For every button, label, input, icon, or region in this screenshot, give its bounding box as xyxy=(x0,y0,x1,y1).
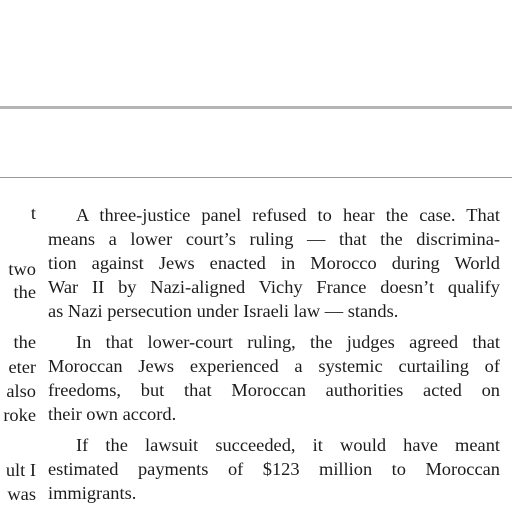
section-divider xyxy=(0,177,512,178)
adjacent-column-fragment: also xyxy=(6,381,36,401)
article-line: In that lower-court ruling, the judges agreed that xyxy=(76,332,500,352)
adjacent-column-fragment: t xyxy=(30,203,36,223)
adjacent-column-fragment: eter xyxy=(8,357,36,377)
header-divider xyxy=(0,106,512,109)
article-line: If the lawsuit succeeded, it would have meant xyxy=(76,435,500,455)
article-line: estimated payments of $123 million to Moroccan xyxy=(48,459,500,479)
article-line: their own accord. xyxy=(48,404,177,424)
article-line: tion against Jews enacted in Morocco during World xyxy=(48,253,500,273)
adjacent-column-fragment: two xyxy=(8,259,36,279)
article-line: A three-justice panel refused to hear the case. That xyxy=(76,205,500,225)
article-line: immigrants. xyxy=(48,483,137,503)
article-line: War II by Nazi-aligned Vichy France doesn’t qualify xyxy=(48,277,500,297)
article-line: Moroccan Jews experienced a systemic curtailing of xyxy=(48,356,500,376)
adjacent-column-fragment: was xyxy=(7,484,36,504)
article-line: as Nazi persecution under Israeli law — stands. xyxy=(48,301,399,321)
article-line: means a lower court’s ruling — that the discrimina- xyxy=(48,229,500,249)
adjacent-column-fragment: roke xyxy=(3,405,36,425)
adjacent-column-fragments xyxy=(0,0,40,512)
adjacent-column-fragment: ult I xyxy=(5,460,36,480)
article-line: freedoms, but that Moroccan authorities acted on xyxy=(48,380,500,400)
adjacent-column-fragment: the xyxy=(13,282,36,302)
adjacent-column-fragment: the xyxy=(13,332,36,352)
